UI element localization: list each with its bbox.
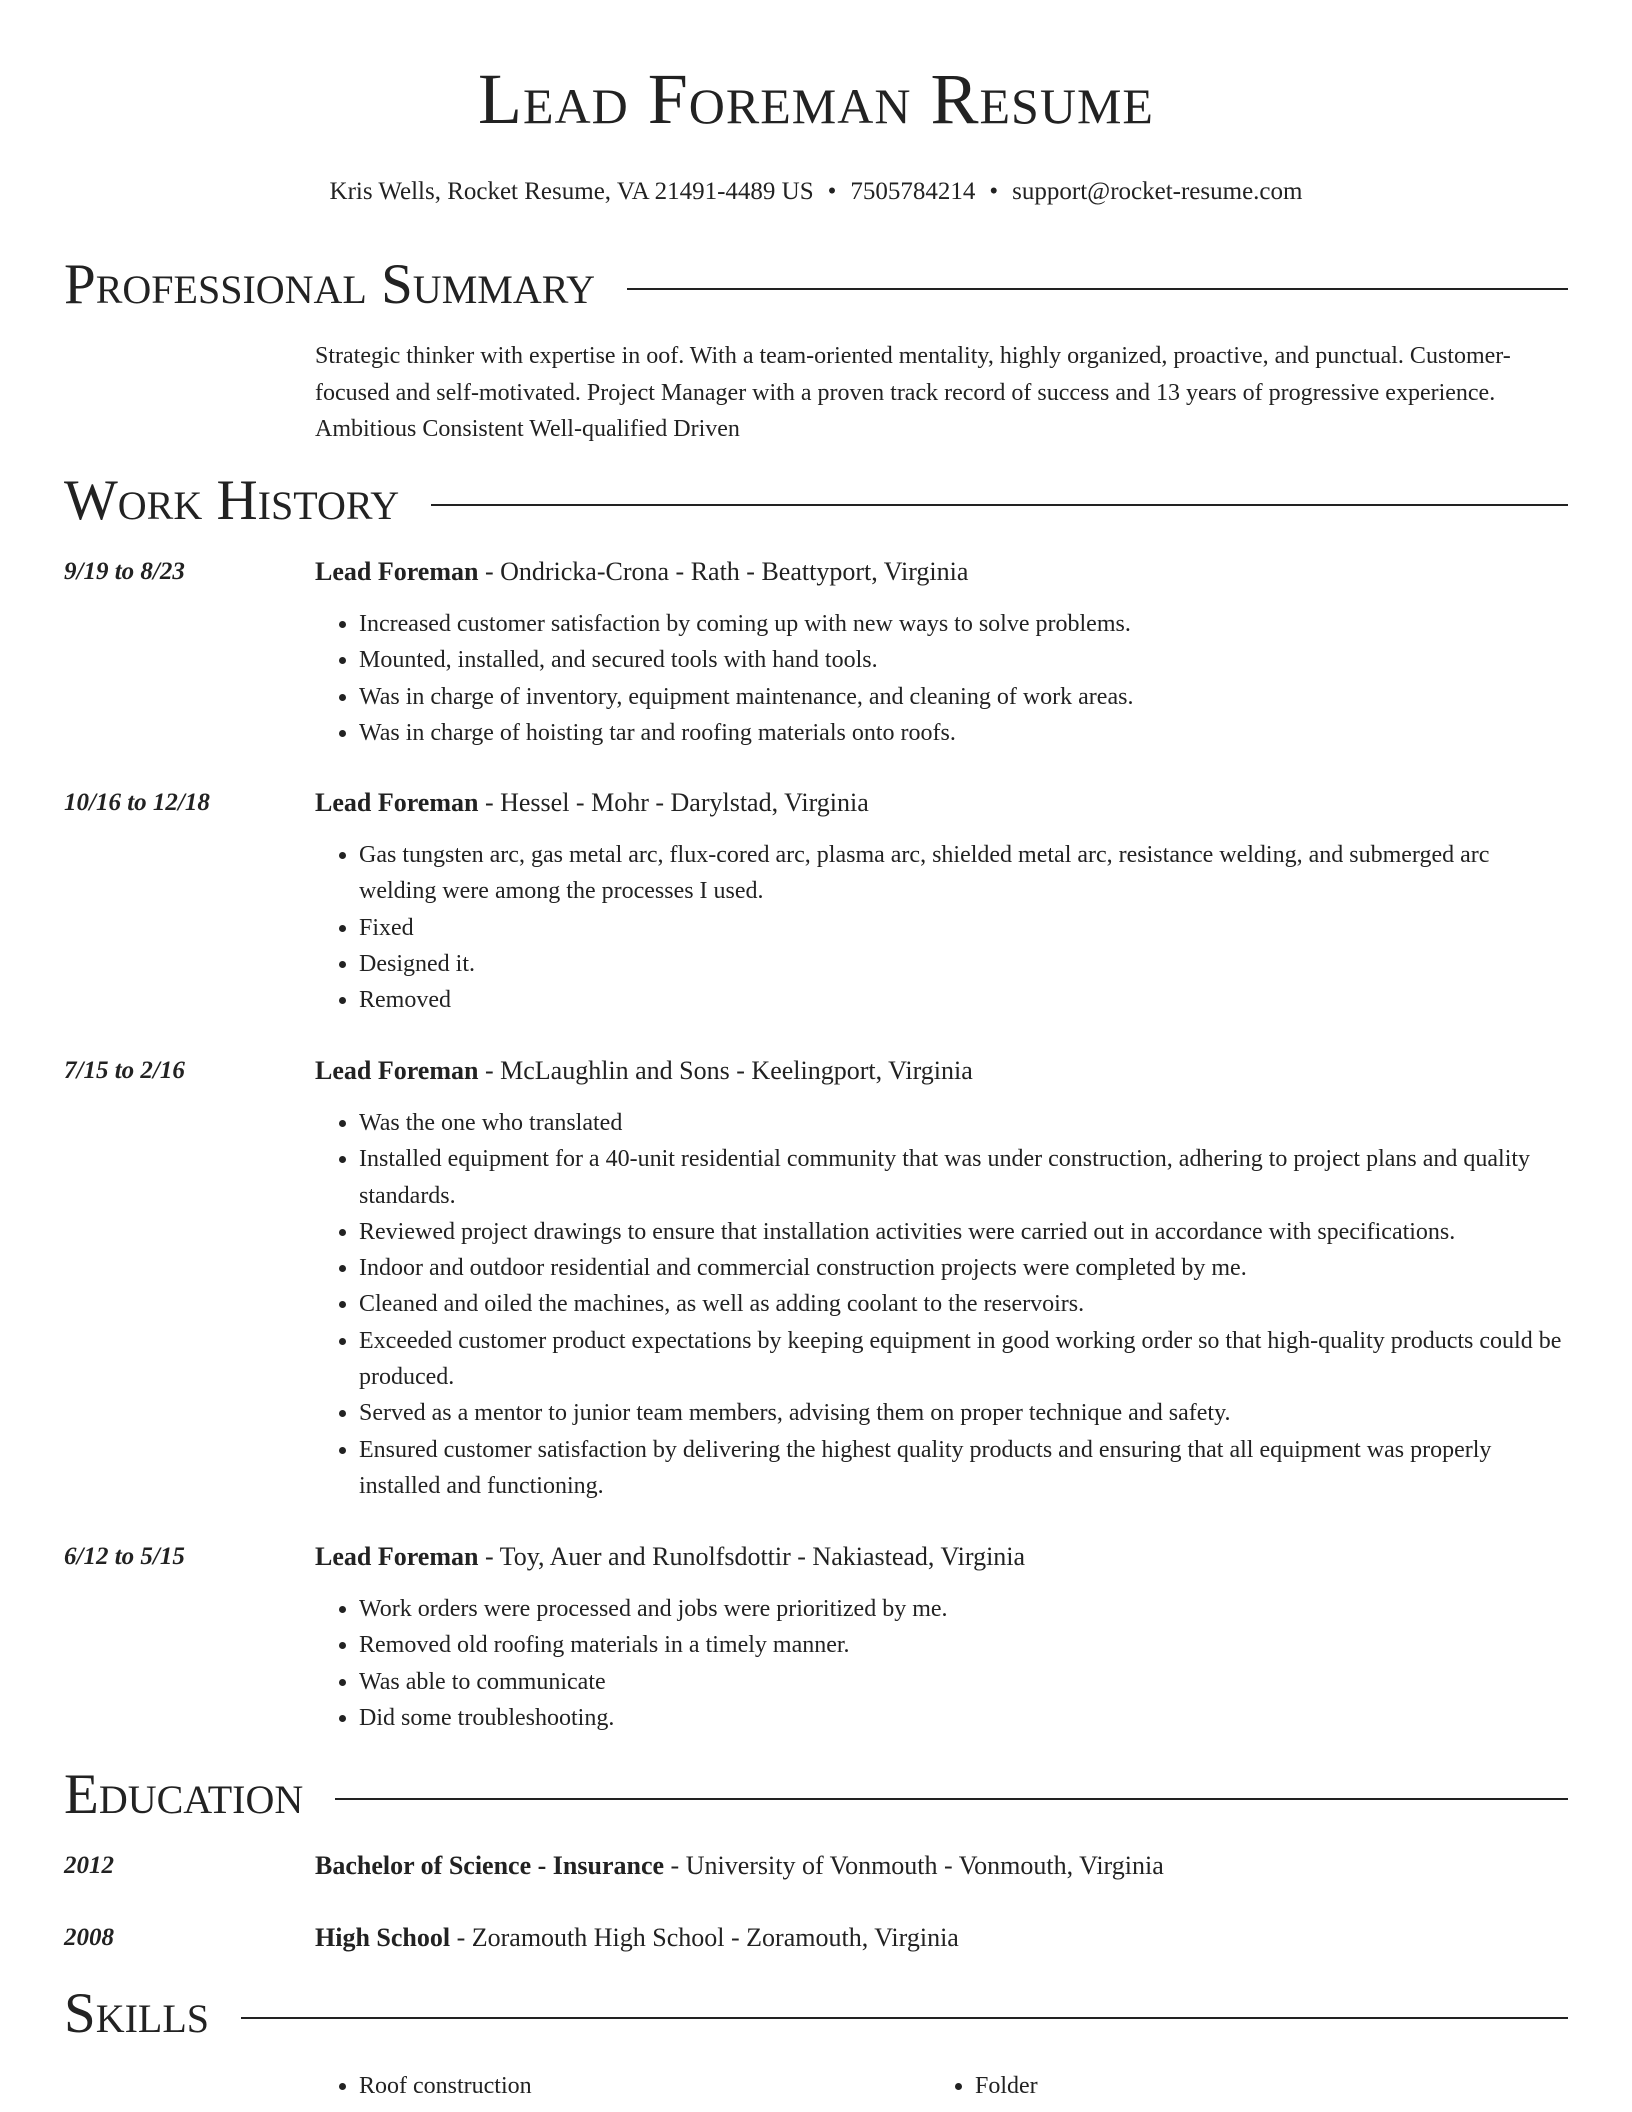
job-title: Lead Foreman: [315, 1542, 479, 1571]
job-dates: 7/15 to 2/16: [64, 1057, 185, 1084]
list-item: • Removed old roofing materials in a timely manner.: [359, 1627, 1568, 1663]
list-item: • Folder: [975, 2068, 1531, 2104]
job-details: - Toy, Auer and Runolfsdottir - Nakiastead, Virginia: [478, 1542, 1026, 1571]
contact-separator: •: [827, 178, 837, 205]
job-details: - Ondricka-Crona - Rath - Beattyport, Virginia: [478, 557, 969, 586]
education-degree: Bachelor of Science - Insurance: [315, 1851, 665, 1880]
education-details: - Zoramouth High School - Zoramouth, Virginia: [450, 1923, 959, 1952]
list-item: • Was in charge of hoisting tar and roofing materials onto roofs.: [359, 715, 1568, 751]
section-divider: [431, 504, 1568, 506]
job-dates: 6/12 to 5/15: [64, 1543, 185, 1570]
list-item: • Work orders were processed and jobs were prioritized by me.: [359, 1591, 1568, 1627]
list-item: • Removed: [359, 982, 1568, 1018]
summary-section-header: [64, 253, 1568, 316]
job-title: Lead Foreman: [315, 788, 479, 817]
section-title-work-history: Work History: [64, 469, 400, 532]
contact-address: Kris Wells, Rocket Resume, VA 21491-4489 US: [329, 178, 814, 205]
list-item: • Served as a mentor to junior team members, advising them on proper technique and safety.: [359, 1395, 1568, 1431]
list-item: • Mounted, installed, and secured tools with hand tools.: [359, 642, 1568, 678]
job-bullets: [315, 1591, 1568, 1736]
list-item: • Exceeded customer product expectations by keeping equipment in good working order so that high-quality products could be produced.: [359, 1323, 1568, 1396]
list-item: • Was in charge of inventory, equipment maintenance, and cleaning of work areas.: [359, 679, 1568, 715]
contact-separator: •: [989, 178, 999, 205]
list-item: • Cleaned and oiled the machines, as well as adding coolant to the reservoirs.: [359, 1286, 1568, 1322]
job-dates: 10/16 to 12/18: [64, 789, 210, 816]
section-title-summary: Professional Summary: [64, 253, 596, 316]
job-bullets: [315, 837, 1568, 1018]
job-bullets: [315, 606, 1568, 751]
section-divider: [241, 2017, 1568, 2019]
education-heading: [315, 1850, 1568, 1882]
list-item: • Was the one who translated: [359, 1105, 1568, 1141]
list-item: • Did some troubleshooting.: [359, 1700, 1568, 1736]
work-section-header: [64, 469, 1568, 532]
skills-list-left: [315, 2068, 915, 2104]
section-divider: [627, 288, 1568, 290]
list-item: • Designed it.: [359, 946, 1568, 982]
job-title: Lead Foreman: [315, 1056, 479, 1085]
list-item: • Reviewed project drawings to ensure that installation activities were carried out in accordance with specifications.: [359, 1214, 1568, 1250]
education-heading: [315, 1922, 1568, 1954]
list-item: • Increased customer satisfaction by coming up with new ways to solve problems.: [359, 606, 1568, 642]
job-heading: [315, 787, 1568, 819]
section-title-skills: Skills: [64, 1982, 210, 2045]
education-details: - University of Vonmouth - Vonmouth, Virginia: [664, 1851, 1164, 1880]
education-year: 2012: [64, 1852, 114, 1879]
job-details: - McLaughlin and Sons - Keelingport, Virginia: [478, 1056, 973, 1085]
contact-email: support@rocket-resume.com: [1012, 178, 1303, 205]
contact-line: [0, 176, 1632, 208]
job-heading: [315, 1541, 1568, 1573]
job-heading: [315, 556, 1568, 588]
education-section-header: [64, 1763, 1568, 1826]
section-title-education: Education: [64, 1763, 304, 1826]
section-divider: [335, 1798, 1568, 1800]
skills-list-right: [931, 2068, 1531, 2104]
job-details: - Hessel - Mohr - Darylstad, Virginia: [478, 788, 869, 817]
contact-phone: 7505784214: [850, 178, 976, 205]
skills-section-header: [64, 1982, 1568, 2045]
job-bullets: [315, 1105, 1568, 1504]
list-item: • Gas tungsten arc, gas metal arc, flux-cored arc, plasma arc, shielded metal arc, resistance welding, and submerged arc welding were among the processes I used.: [359, 837, 1568, 910]
list-item: • Was able to communicate: [359, 1664, 1568, 1700]
list-item: • Installed equipment for a 40-unit residential community that was under construction, adhering to project plans and quality standards.: [359, 1141, 1568, 1214]
list-item: • Ensured customer satisfaction by delivering the highest quality products and ensuring that all equipment was properly installed and functioning.: [359, 1432, 1568, 1505]
list-item: • Fixed: [359, 910, 1568, 946]
list-item: • Indoor and outdoor residential and commercial construction projects were completed by me.: [359, 1250, 1568, 1286]
education-year: 2008: [64, 1924, 114, 1951]
education-degree: High School: [315, 1923, 451, 1952]
job-title: Lead Foreman: [315, 557, 479, 586]
summary-text: Strategic thinker with expertise in oof. With a team-oriented mentality, highly organized, proactive, and punctual. Customer-focused and self-motivated. Project Manager with a proven track record of success and 13 years of progressive experience. Ambitious Consistent Well-qualified Driven: [315, 343, 1511, 442]
job-dates: 9/19 to 8/23: [64, 558, 185, 585]
document-title: Lead Foreman Resume: [478, 59, 1154, 139]
list-item: • Roof construction: [359, 2068, 915, 2104]
job-heading: [315, 1055, 1568, 1087]
